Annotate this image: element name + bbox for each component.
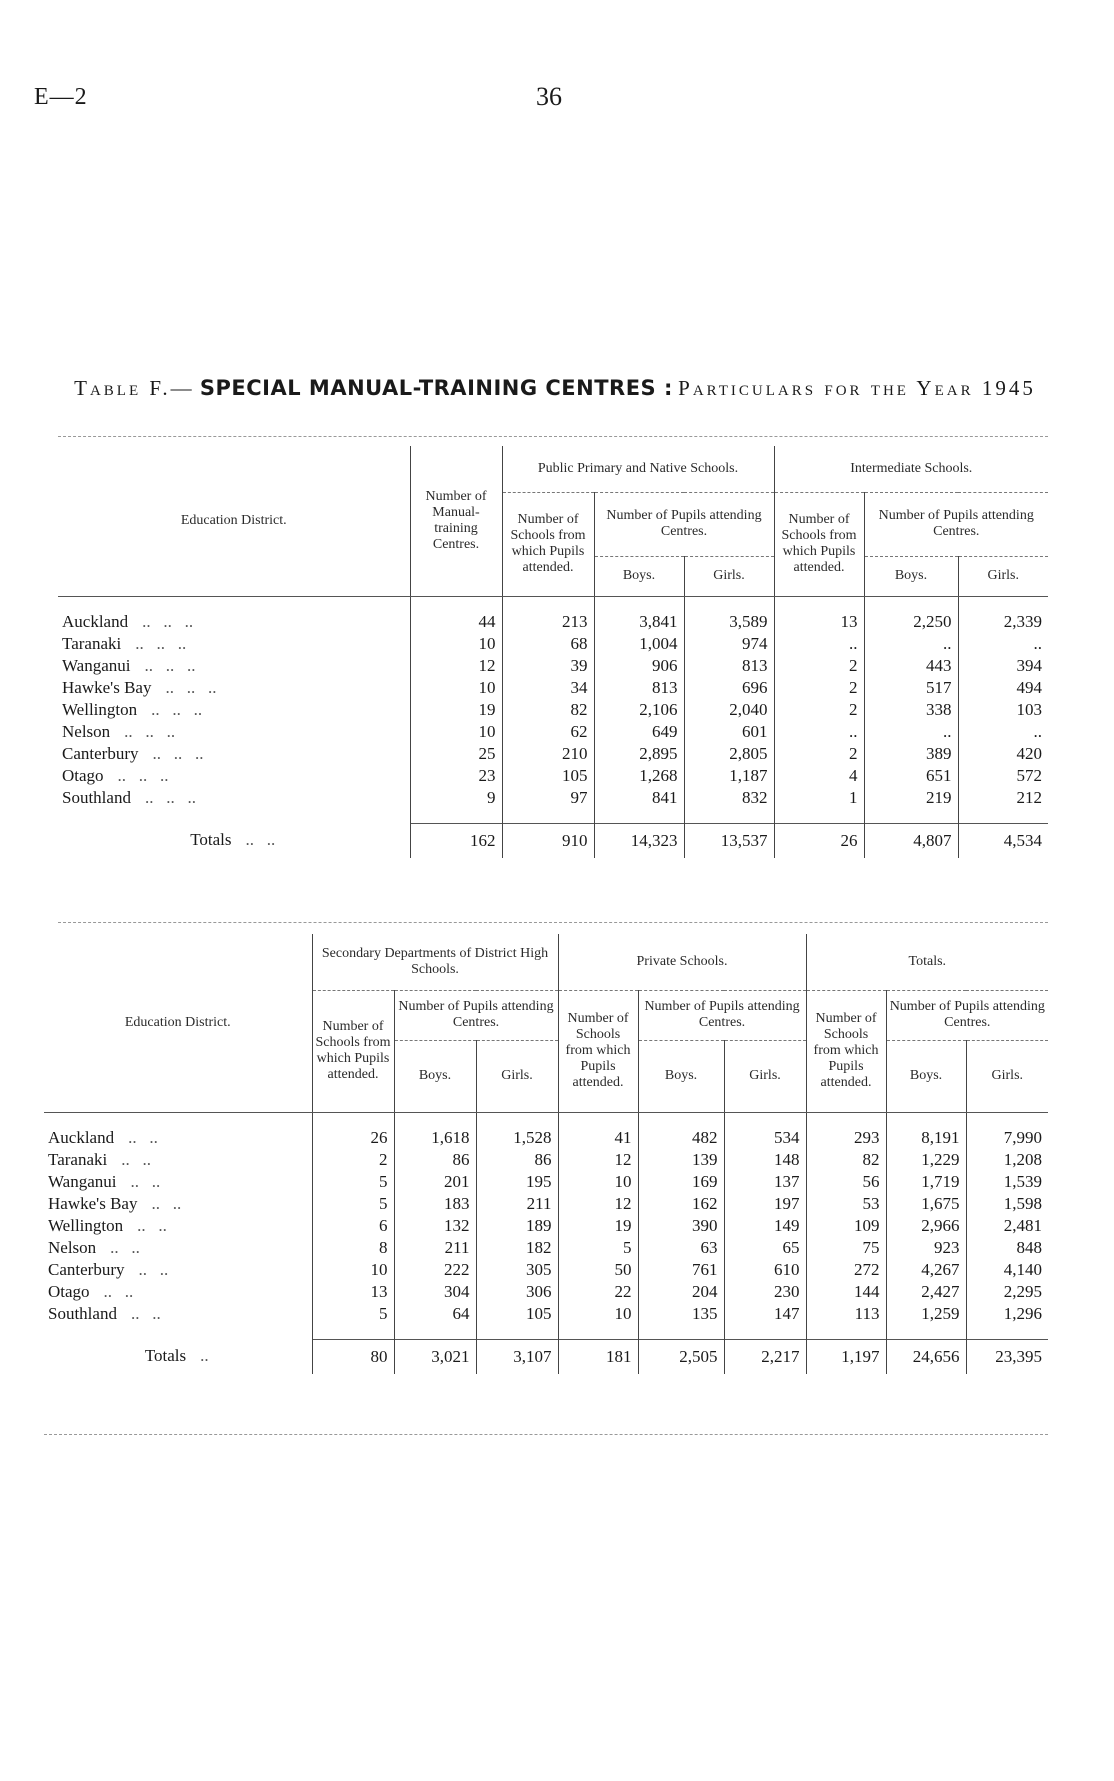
leader-dots: .. .. [128, 1127, 158, 1147]
leader-dots: .. .. [138, 1259, 169, 1279]
district-name [44, 1237, 312, 1259]
cell-pp-girls: 601 [684, 721, 774, 743]
leader-dots: .. .. .. [144, 787, 196, 807]
leader-dots: .. .. [137, 1215, 167, 1235]
cell-pri-girls: 230 [724, 1281, 806, 1303]
cell-int-schools: 1 [774, 787, 864, 809]
cell-int-boys: 517 [864, 677, 958, 699]
cell-pri-boys: 169 [638, 1171, 724, 1193]
total-sec-girls: 3,107 [476, 1339, 558, 1374]
district-name-text: Wellington [62, 699, 138, 719]
header-secondary-departments: Secondary Departments of District High Schools. [312, 934, 558, 990]
leader-dots: .. .. .. [124, 721, 176, 741]
header-int-boys: Boys. [864, 556, 958, 596]
cell-pp-boys: 813 [594, 677, 684, 699]
table-title [60, 376, 1050, 401]
cell-pri-schools: 10 [558, 1303, 638, 1325]
cell-pri-girls: 148 [724, 1149, 806, 1171]
cell-sec-schools: 5 [312, 1171, 394, 1193]
district-name [44, 1127, 312, 1149]
total-pri-schools: 181 [558, 1339, 638, 1374]
header-sec-boys: Boys. [394, 1040, 476, 1112]
header-public-primary-native: Public Primary and Native Schools. [502, 446, 774, 492]
cell-int-boys: 338 [864, 699, 958, 721]
cell-centres: 10 [410, 721, 502, 743]
cell-pri-schools: 41 [558, 1127, 638, 1149]
cell-pri-boys: 139 [638, 1149, 724, 1171]
cell-pri-boys: 482 [638, 1127, 724, 1149]
cell-sec-girls: 195 [476, 1171, 558, 1193]
cell-pri-schools: 50 [558, 1259, 638, 1281]
leader-dots: .. .. .. [152, 743, 204, 763]
header-tot-boys: Boys. [886, 1040, 966, 1112]
cell-pri-schools: 22 [558, 1281, 638, 1303]
leader-dots: .. .. [151, 1193, 182, 1213]
cell-pri-boys: 204 [638, 1281, 724, 1303]
district-name [58, 655, 410, 677]
header-int-pupils-attending: Number of Pupils attending Centres. [864, 492, 1048, 556]
totals-row [44, 1339, 1048, 1374]
table-row [58, 765, 1048, 787]
cell-pp-boys: 906 [594, 655, 684, 677]
cell-int-schools: 2 [774, 699, 864, 721]
cell-sec-schools: 5 [312, 1303, 394, 1325]
cell-int-girls: 420 [958, 743, 1048, 765]
leader-dots: .. .. [121, 1149, 151, 1169]
totals-label [44, 1339, 312, 1374]
leader-dots: .. .. [110, 1237, 140, 1257]
cell-pri-boys: 135 [638, 1303, 724, 1325]
header-pri-girls: Girls. [724, 1040, 806, 1112]
district-name [44, 1215, 312, 1237]
cell-tot-girls: 848 [966, 1237, 1048, 1259]
cell-sec-boys: 86 [394, 1149, 476, 1171]
table1-bottom-rule [58, 922, 1048, 923]
header-tot-pupils-attending: Number of Pupils attending Centres. [886, 990, 1048, 1040]
table-primary-intermediate [58, 446, 1048, 858]
district-name [44, 1171, 312, 1193]
table-row [58, 677, 1048, 699]
district-name [58, 633, 410, 655]
cell-int-boys: .. [864, 721, 958, 743]
leader-dots: .. [200, 1346, 209, 1366]
district-name-text: Wellington [48, 1215, 124, 1235]
total-pp-schools: 910 [502, 823, 594, 858]
cell-pri-schools: 12 [558, 1149, 638, 1171]
district-name [58, 765, 410, 787]
cell-centres: 10 [410, 677, 502, 699]
cell-pri-girls: 137 [724, 1171, 806, 1193]
table-row [58, 655, 1048, 677]
cell-pri-boys: 390 [638, 1215, 724, 1237]
header-private-schools: Private Schools. [558, 934, 806, 990]
header-pp-pupils-attending: Number of Pupils attending Centres. [594, 492, 774, 556]
table-row [58, 743, 1048, 765]
cell-tot-boys: 1,229 [886, 1149, 966, 1171]
title-tail: Particulars for the Year 1945 [678, 376, 1036, 400]
leader-dots: .. .. [130, 1171, 161, 1191]
cell-int-schools: 13 [774, 611, 864, 633]
cell-pp-girls: 3,589 [684, 611, 774, 633]
cell-int-girls: .. [958, 721, 1048, 743]
leader-dots: .. .. .. [142, 611, 194, 631]
table-row [58, 699, 1048, 721]
cell-pp-girls: 832 [684, 787, 774, 809]
district-name-text: Southland [48, 1303, 117, 1323]
table1-top-rule [58, 436, 1048, 437]
table-row [58, 633, 1048, 655]
table-row [44, 1193, 1048, 1215]
totals-label-text: Totals [190, 830, 232, 850]
header-pp-schools-from: Number of Schools from which Pupils attended. [502, 492, 594, 596]
table-row [58, 721, 1048, 743]
district-name-text: Otago [62, 765, 104, 785]
cell-int-boys: 443 [864, 655, 958, 677]
cell-int-boys: 389 [864, 743, 958, 765]
page-reference: E—2 [34, 84, 88, 110]
cell-sec-girls: 305 [476, 1259, 558, 1281]
cell-tot-girls: 1,296 [966, 1303, 1048, 1325]
page-number: 36 [536, 82, 562, 111]
cell-pp-boys: 2,895 [594, 743, 684, 765]
header-sec-pupils-attending: Number of Pupils attending Centres. [394, 990, 558, 1040]
table-row [44, 1281, 1048, 1303]
cell-centres: 44 [410, 611, 502, 633]
cell-pp-boys: 1,004 [594, 633, 684, 655]
total-pp-boys: 14,323 [594, 823, 684, 858]
cell-pp-girls: 696 [684, 677, 774, 699]
leader-dots: .. .. .. [151, 699, 203, 719]
cell-tot-schools: 75 [806, 1237, 886, 1259]
title-lead: Table F.— [74, 376, 195, 400]
cell-centres: 19 [410, 699, 502, 721]
cell-tot-girls: 1,208 [966, 1149, 1048, 1171]
cell-sec-boys: 211 [394, 1237, 476, 1259]
cell-centres: 25 [410, 743, 502, 765]
header-totals: Totals. [806, 934, 1048, 990]
cell-tot-schools: 144 [806, 1281, 886, 1303]
cell-pri-schools: 19 [558, 1215, 638, 1237]
table2-bottom-rule [44, 1434, 1048, 1435]
total-pp-girls: 13,537 [684, 823, 774, 858]
district-name-text: Hawke's Bay [48, 1193, 138, 1213]
cell-tot-schools: 109 [806, 1215, 886, 1237]
total-sec-boys: 3,021 [394, 1339, 476, 1374]
cell-tot-schools: 113 [806, 1303, 886, 1325]
totals-row [58, 823, 1048, 858]
cell-sec-girls: 182 [476, 1237, 558, 1259]
table-row [44, 1215, 1048, 1237]
leader-dots: .. .. [245, 830, 276, 850]
cell-pp-boys: 2,106 [594, 699, 684, 721]
cell-pri-boys: 162 [638, 1193, 724, 1215]
district-name [58, 677, 410, 699]
district-name [44, 1303, 312, 1325]
cell-pp-schools: 68 [502, 633, 594, 655]
header-int-schools-from: Number of Schools from which Pupils attended. [774, 492, 864, 596]
cell-tot-boys: 4,267 [886, 1259, 966, 1281]
cell-centres: 23 [410, 765, 502, 787]
header-intermediate-schools: Intermediate Schools. [774, 446, 1048, 492]
cell-int-schools: 2 [774, 743, 864, 765]
district-name-text: Nelson [48, 1237, 97, 1257]
district-name [58, 787, 410, 809]
total-int-girls: 4,534 [958, 823, 1048, 858]
header-tot-girls: Girls. [966, 1040, 1048, 1112]
cell-pri-girls: 65 [724, 1237, 806, 1259]
cell-sec-schools: 10 [312, 1259, 394, 1281]
district-name-text: Auckland [62, 611, 129, 631]
cell-sec-schools: 8 [312, 1237, 394, 1259]
district-name-text: Taranaki [62, 633, 122, 653]
total-tot-girls: 23,395 [966, 1339, 1048, 1374]
cell-sec-boys: 304 [394, 1281, 476, 1303]
cell-pp-schools: 62 [502, 721, 594, 743]
district-name [44, 1281, 312, 1303]
cell-pp-schools: 82 [502, 699, 594, 721]
cell-int-schools: 2 [774, 655, 864, 677]
cell-sec-boys: 201 [394, 1171, 476, 1193]
cell-sec-boys: 132 [394, 1215, 476, 1237]
cell-tot-boys: 1,675 [886, 1193, 966, 1215]
district-name [44, 1193, 312, 1215]
cell-pp-girls: 974 [684, 633, 774, 655]
cell-sec-girls: 211 [476, 1193, 558, 1215]
cell-sec-schools: 5 [312, 1193, 394, 1215]
cell-tot-girls: 4,140 [966, 1259, 1048, 1281]
total-tot-boys: 24,656 [886, 1339, 966, 1374]
table-row [44, 1149, 1048, 1171]
cell-sec-girls: 105 [476, 1303, 558, 1325]
cell-pri-schools: 12 [558, 1193, 638, 1215]
district-name-text: Canterbury [48, 1259, 125, 1279]
leader-dots: .. .. [103, 1281, 134, 1301]
header-tot-schools-from: Number of Schools from which Pupils attended. [806, 990, 886, 1112]
district-name-text: Otago [48, 1281, 90, 1301]
table-row [44, 1259, 1048, 1281]
cell-tot-girls: 7,990 [966, 1127, 1048, 1149]
cell-int-girls: 494 [958, 677, 1048, 699]
cell-int-girls: 394 [958, 655, 1048, 677]
district-name [58, 721, 410, 743]
cell-int-girls: 572 [958, 765, 1048, 787]
cell-int-boys: 219 [864, 787, 958, 809]
district-name-text: Southland [62, 787, 131, 807]
district-name-text: Auckland [48, 1127, 115, 1147]
cell-sec-boys: 183 [394, 1193, 476, 1215]
cell-sec-girls: 86 [476, 1149, 558, 1171]
table-row [58, 611, 1048, 633]
total-pri-girls: 2,217 [724, 1339, 806, 1374]
cell-tot-boys: 1,719 [886, 1171, 966, 1193]
total-tot-schools: 1,197 [806, 1339, 886, 1374]
cell-int-schools: 2 [774, 677, 864, 699]
cell-pp-schools: 105 [502, 765, 594, 787]
district-name-text: Nelson [62, 721, 111, 741]
district-name [58, 699, 410, 721]
table-row [44, 1127, 1048, 1149]
header-pri-pupils-attending: Number of Pupils attending Centres. [638, 990, 806, 1040]
cell-sec-girls: 306 [476, 1281, 558, 1303]
cell-tot-schools: 53 [806, 1193, 886, 1215]
header-pri-schools-from: Number of Schools from which Pupils attended. [558, 990, 638, 1112]
cell-pp-schools: 97 [502, 787, 594, 809]
district-name [58, 743, 410, 765]
cell-pri-girls: 197 [724, 1193, 806, 1215]
cell-sec-boys: 222 [394, 1259, 476, 1281]
table-row [44, 1237, 1048, 1259]
cell-pri-girls: 147 [724, 1303, 806, 1325]
cell-pp-schools: 39 [502, 655, 594, 677]
cell-int-schools: .. [774, 721, 864, 743]
table-row [44, 1303, 1048, 1325]
leader-dots: .. .. .. [165, 677, 217, 697]
cell-sec-schools: 13 [312, 1281, 394, 1303]
totals-label [58, 823, 410, 858]
district-name [44, 1149, 312, 1171]
leader-dots: .. .. .. [117, 765, 169, 785]
title-main: SPECIAL MANUAL-TRAINING CENTRES : [199, 376, 673, 400]
cell-pp-boys: 841 [594, 787, 684, 809]
cell-pp-schools: 213 [502, 611, 594, 633]
cell-pri-schools: 5 [558, 1237, 638, 1259]
header-manual-training-centres: Number of Manual-training Centres. [410, 446, 502, 596]
cell-centres: 9 [410, 787, 502, 809]
cell-tot-girls: 2,295 [966, 1281, 1048, 1303]
cell-tot-girls: 2,481 [966, 1215, 1048, 1237]
cell-int-boys: 2,250 [864, 611, 958, 633]
cell-sec-schools: 6 [312, 1215, 394, 1237]
district-name [58, 611, 410, 633]
cell-pp-girls: 813 [684, 655, 774, 677]
leader-dots: .. .. .. [144, 655, 196, 675]
cell-pri-schools: 10 [558, 1171, 638, 1193]
cell-centres: 10 [410, 633, 502, 655]
cell-pri-boys: 761 [638, 1259, 724, 1281]
district-name-text: Wanganui [62, 655, 131, 675]
cell-tot-schools: 82 [806, 1149, 886, 1171]
cell-pp-girls: 2,805 [684, 743, 774, 765]
cell-sec-boys: 1,618 [394, 1127, 476, 1149]
total-pri-boys: 2,505 [638, 1339, 724, 1374]
total-int-schools: 26 [774, 823, 864, 858]
header-pri-boys: Boys. [638, 1040, 724, 1112]
district-name-text: Hawke's Bay [62, 677, 152, 697]
cell-sec-schools: 26 [312, 1127, 394, 1149]
total-centres: 162 [410, 823, 502, 858]
header-sec-schools-from: Number of Schools from which Pupils attended. [312, 990, 394, 1112]
leader-dots: .. .. [130, 1303, 161, 1323]
district-name [44, 1259, 312, 1281]
cell-tot-boys: 1,259 [886, 1303, 966, 1325]
header-sec-girls: Girls. [476, 1040, 558, 1112]
total-sec-schools: 80 [312, 1339, 394, 1374]
cell-pp-girls: 1,187 [684, 765, 774, 787]
header-education-district: Education District. [58, 446, 410, 596]
cell-sec-boys: 64 [394, 1303, 476, 1325]
header2-education-district: Education District. [44, 934, 312, 1112]
cell-sec-girls: 189 [476, 1215, 558, 1237]
cell-pp-boys: 649 [594, 721, 684, 743]
header-int-girls: Girls. [958, 556, 1048, 596]
totals-label-text: Totals [144, 1346, 187, 1366]
cell-pp-boys: 1,268 [594, 765, 684, 787]
cell-centres: 12 [410, 655, 502, 677]
cell-tot-boys: 2,966 [886, 1215, 966, 1237]
cell-pp-boys: 3,841 [594, 611, 684, 633]
cell-pp-schools: 34 [502, 677, 594, 699]
table-secondary-private-totals [44, 934, 1048, 1374]
header-pp-boys: Boys. [594, 556, 684, 596]
cell-tot-schools: 56 [806, 1171, 886, 1193]
table-row [58, 787, 1048, 809]
cell-pri-girls: 534 [724, 1127, 806, 1149]
district-name-text: Taranaki [48, 1149, 108, 1169]
cell-pp-girls: 2,040 [684, 699, 774, 721]
header-pp-girls: Girls. [684, 556, 774, 596]
cell-sec-girls: 1,528 [476, 1127, 558, 1149]
cell-int-schools: .. [774, 633, 864, 655]
cell-tot-girls: 1,539 [966, 1171, 1048, 1193]
cell-pri-girls: 149 [724, 1215, 806, 1237]
cell-int-girls: 103 [958, 699, 1048, 721]
cell-tot-boys: 923 [886, 1237, 966, 1259]
leader-dots: .. .. .. [135, 633, 187, 653]
district-name-text: Wanganui [48, 1171, 117, 1191]
cell-tot-girls: 1,598 [966, 1193, 1048, 1215]
table-row [44, 1171, 1048, 1193]
cell-int-girls: .. [958, 633, 1048, 655]
district-name-text: Canterbury [62, 743, 139, 763]
cell-int-girls: 212 [958, 787, 1048, 809]
cell-pri-boys: 63 [638, 1237, 724, 1259]
cell-pp-schools: 210 [502, 743, 594, 765]
cell-tot-boys: 8,191 [886, 1127, 966, 1149]
cell-int-girls: 2,339 [958, 611, 1048, 633]
cell-sec-schools: 2 [312, 1149, 394, 1171]
cell-tot-schools: 272 [806, 1259, 886, 1281]
cell-int-schools: 4 [774, 765, 864, 787]
cell-int-boys: .. [864, 633, 958, 655]
cell-tot-boys: 2,427 [886, 1281, 966, 1303]
cell-tot-schools: 293 [806, 1127, 886, 1149]
cell-int-boys: 651 [864, 765, 958, 787]
total-int-boys: 4,807 [864, 823, 958, 858]
cell-pri-girls: 610 [724, 1259, 806, 1281]
